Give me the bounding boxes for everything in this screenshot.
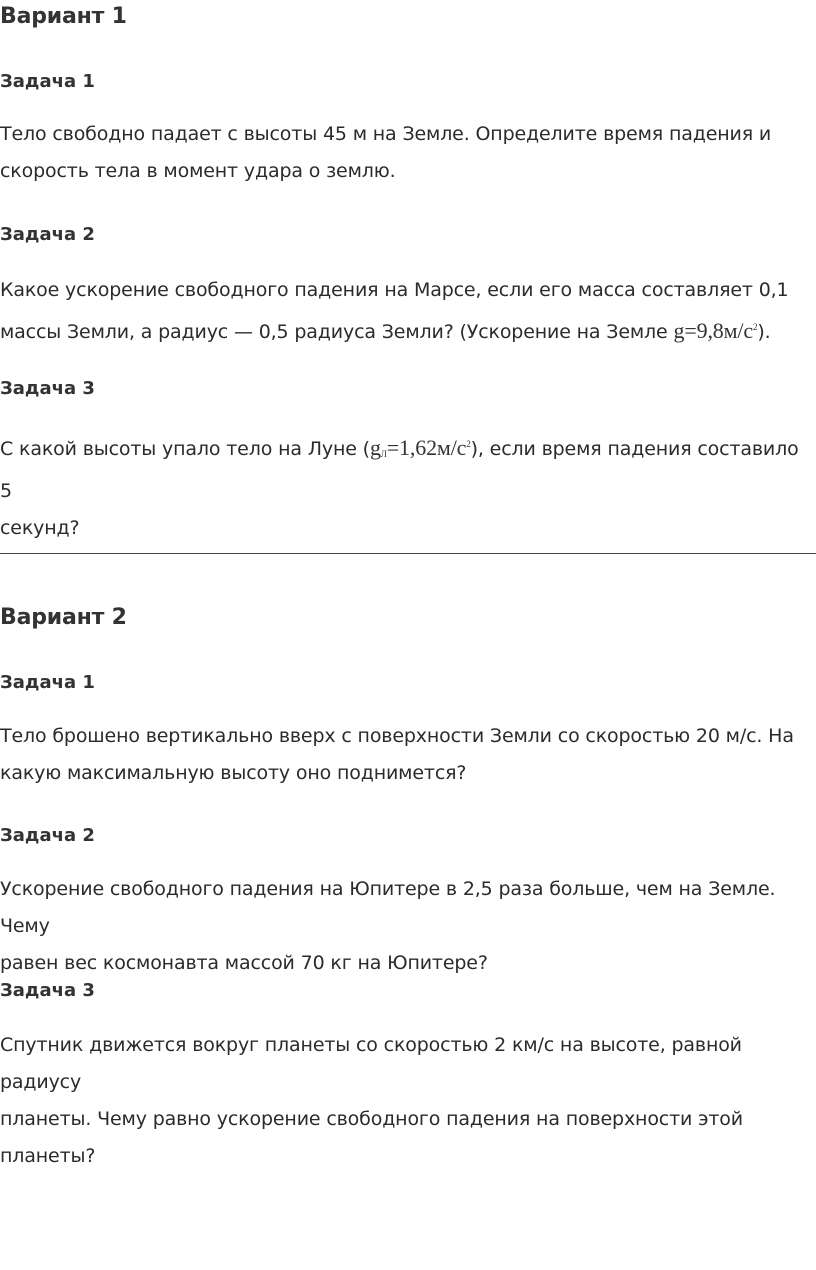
variant-1-task-2-title: Задача 2 bbox=[0, 224, 95, 245]
variant-1-task-2-text bbox=[0, 272, 812, 351]
math-subscript: Л bbox=[380, 449, 387, 459]
variant-2-task-1-title: Задача 1 bbox=[0, 672, 95, 693]
math-expression: g=9,8м/с bbox=[673, 318, 753, 343]
math-superscript: 2 bbox=[466, 439, 471, 449]
variant-2-task-3-title: Задача 3 bbox=[0, 980, 95, 1001]
text-line: Ускорение свободного падения на Юпитере в 2,5 раза больше, чем на Земле. Чему bbox=[0, 878, 776, 937]
text-line: скорость тела в момент удара о землю. bbox=[0, 160, 396, 182]
variant-2-title: Вариант 2 bbox=[0, 605, 127, 630]
math-expression: =1,62м/с bbox=[386, 435, 467, 460]
text-line: секунд? bbox=[0, 517, 80, 539]
text-line: планеты? bbox=[0, 1145, 96, 1167]
text-line-end: ). bbox=[757, 321, 771, 343]
text-line: Тело брошено вертикально вверх с поверхности Земли со скоростью 20 м/с. На bbox=[0, 725, 794, 747]
variant-1-task-3-text bbox=[0, 426, 812, 547]
math-superscript: 2 bbox=[753, 322, 758, 332]
math-g: g bbox=[369, 435, 381, 460]
variant-1-task-3-title: Задача 3 bbox=[0, 378, 95, 399]
variant-2-task-1-text bbox=[0, 718, 812, 792]
text-line: Какое ускорение свободного падения на Марсе, если его масса составляет 0,1 bbox=[0, 279, 789, 301]
text-line: планеты. Чему равно ускорение свободного падения на поверхности этой bbox=[0, 1108, 743, 1130]
text-line: какую максимальную высоту оно поднимется? bbox=[0, 762, 467, 784]
math-formula bbox=[673, 318, 757, 343]
variant-1-task-1-text bbox=[0, 116, 812, 190]
text-line: Спутник движется вокруг планеты со скоростью 2 км/с на высоте, равной радиусу bbox=[0, 1034, 742, 1093]
variant-1-title: Вариант 1 bbox=[0, 4, 127, 29]
variant-1-task-1-title: Задача 1 bbox=[0, 71, 95, 92]
variant-2-task-2-text bbox=[0, 871, 812, 982]
text-line: массы Земли, а радиус — 0,5 радиуса Земли? (Ускорение на Земле bbox=[0, 321, 674, 343]
text-line: равен вес космонавта массой 70 кг на Юпитере? bbox=[0, 952, 488, 974]
text-line: С какой высоты упало тело на Луне ( bbox=[0, 438, 370, 460]
variant-2-task-3-text bbox=[0, 1027, 812, 1175]
math-formula bbox=[370, 435, 471, 460]
section-divider bbox=[0, 553, 816, 554]
variant-2-task-2-title: Задача 2 bbox=[0, 825, 95, 846]
text-line-end: ), если время падения составило 5 bbox=[0, 438, 799, 502]
text-line: Тело свободно падает с высоты 45 м на Земле. Определите время падения и bbox=[0, 123, 772, 145]
